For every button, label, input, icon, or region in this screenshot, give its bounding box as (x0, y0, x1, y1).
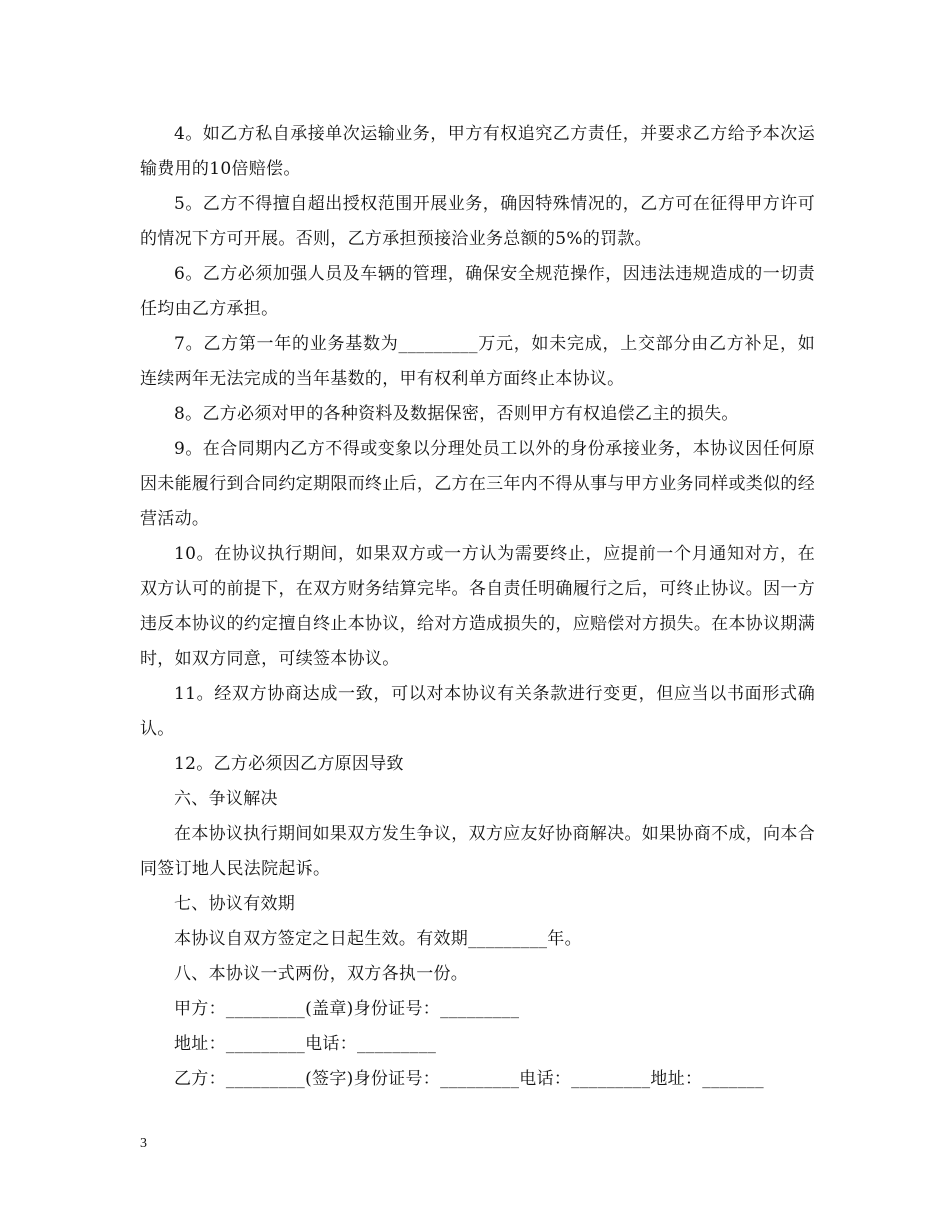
clause-12: 12。乙方必须因乙方原因导致 (174, 754, 404, 774)
clause-11: 11。经双方协商达成一致，可以对本协议有关条款进行变更，但应当以书面形式确认。 (140, 684, 815, 739)
clause-5: 5。乙方不得擅自超出授权范围开展业务，确因特殊情况的，乙方可在征得甲方许可的情况下方可开展。否则，乙方承担预接洽业务总额的5%的罚款。 (140, 194, 815, 249)
clause-8: 8。乙方必须对甲的各种资料及数据保密，否则甲方有权追偿乙主的损失。 (174, 404, 739, 424)
clause-6: 6。乙方必须加强人员及车辆的管理，确保安全规范操作，因违法违规造成的一切责任均由乙方承担。 (140, 264, 815, 319)
page-number: 3 (140, 1136, 147, 1151)
section-heading-dispute: 六、争议解决 (174, 789, 278, 809)
party-a-address-line: 地址：_________电话：_________ (174, 1034, 437, 1054)
clause-10: 10。在协议执行期间，如果双方或一方认为需要终止，应提前一个月通知对方，在双方认可的前提下，在双方财务结算完毕。各自责任明确履行之后，可终止协议。因一方违反本协议的约定擅自终止本协议，给对方造成损失的，应赔偿对方损失。在本协议期满时，如双方同意，可续签本协议。 (140, 544, 815, 669)
clause-9: 9。在合同期内乙方不得或变象以分理处员工以外的身份承接业务，本协议因任何原因未能履行到合同约定期限而终止后，乙方在三年内不得从事与甲方业务同样或类似的经营活动。 (140, 439, 815, 529)
party-b-line: 乙方：_________(签字)身份证号：_________电话：_________地址：_______ (174, 1069, 764, 1089)
validity-text: 本协议自双方签定之日起生效。有效期_________年。 (174, 929, 582, 949)
document-body (140, 117, 815, 1097)
clause-4: 4。如乙方私自承接单次运输业务，甲方有权追究乙方责任，并要求乙方给予本次运输费用的10倍赔偿。 (140, 124, 815, 179)
clause-7: 7。乙方第一年的业务基数为_________万元，如未完成，上交部分由乙方补足，如连续两年无法完成的当年基数的，甲有权利单方面终止本协议。 (140, 334, 815, 389)
dispute-text: 在本协议执行期间如果双方发生争议，双方应友好协商解决。如果协商不成，向本合同签订地人民法院起诉。 (140, 824, 815, 879)
section-heading-copies: 八、本协议一式两份，双方各执一份。 (174, 964, 469, 984)
party-a-line: 甲方：_________(盖章)身份证号：_________ (174, 999, 520, 1019)
section-heading-validity: 七、协议有效期 (174, 894, 296, 914)
